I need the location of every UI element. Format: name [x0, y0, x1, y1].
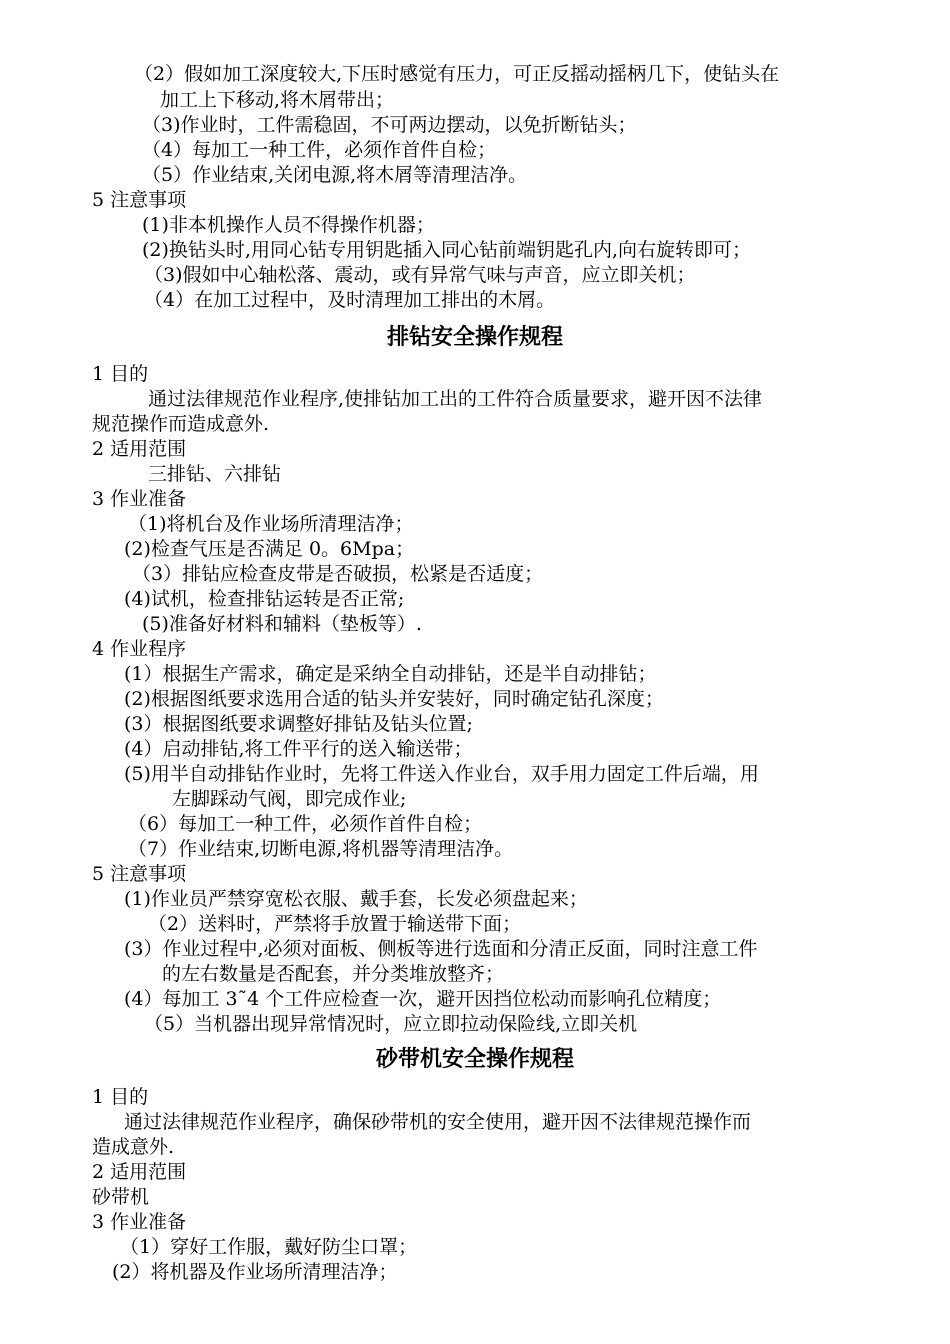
notes-item-4: (4）每加工 3˜4 个工件应检查一次，避开因挡位松动而影响孔位精度； — [124, 988, 722, 1010]
notes-item-1: (1)非本机操作人员不得操作机器； — [142, 214, 435, 236]
scope-text: 三排钻、六排钻 — [148, 463, 282, 485]
procedure-item-5: (5)用半自动排钻作业时，先将工件送入作业台，双手用力固定工件后端，用 — [124, 763, 759, 785]
purpose-text: 通过法律规范作业程序,使排钻加工出的工件符合质量要求，避开因不法律 — [148, 388, 763, 410]
procedure-item-3: (3）根据图纸要求调整好排钻及钻头位置; — [124, 713, 473, 735]
procedure-item-1: (1）根据生产需求，确定是采纳全自动排钻，还是半自动排钻； — [124, 663, 657, 685]
procedure-item-5: （5）作业结束,关闭电源,将木屑等清理洁净。 — [142, 164, 528, 186]
notes-item-2: （2）送料时，严禁将手放置于输送带下面； — [148, 913, 522, 935]
notes-item-5: （5）当机器出现异常情况时，应立即拉动保险线,立即关机 — [144, 1013, 638, 1035]
prep-item-4: (4)试机，检查排钻运转是否正常; — [124, 588, 405, 610]
section-heading-purpose: 1 目的 — [92, 1086, 149, 1108]
section-heading-scope: 2 适用范围 — [92, 438, 187, 460]
procedure-item-5-cont: 左脚踩动气阀，即完成作业; — [172, 788, 407, 810]
procedure-item-4: (4）启动排钻,将工件平行的送入输送带； — [124, 738, 473, 760]
prep-item-2: (2)检查气压是否满足 0。6Mpa； — [124, 538, 415, 560]
section-heading-preparation: 3 作业准备 — [92, 1211, 187, 1233]
notes-item-3: （3)假如中心轴松落、震动，或有异常气味与声音，应立即关机； — [144, 264, 696, 286]
procedure-item-2-cont: 加工上下移动,将木屑带出； — [160, 89, 395, 111]
procedure-item-2: (2)根据图纸要求选用合适的钻头并安装好，同时确定钻孔深度； — [124, 688, 664, 710]
section-heading-preparation: 3 作业准备 — [92, 488, 187, 510]
procedure-item-7: （7）作业结束,切断电源,将机器等清理洁净。 — [128, 838, 514, 860]
procedure-item-3: （3)作业时，工件需稳固，不可两边摆动，以免折断钻头； — [142, 114, 637, 136]
section-heading-procedure: 4 作业程序 — [92, 638, 187, 660]
purpose-text-cont: 规范操作而造成意外. — [92, 413, 270, 435]
notes-item-3-cont: 的左右数量是否配套，并分类堆放整齐； — [162, 963, 505, 985]
procedure-item-2: （2）假如加工深度较大,下压时感觉有压力，可正反摇动摇柄几下，使钻头在 — [134, 63, 780, 85]
notes-item-2: (2)换钻头时,用同心钻专用钥匙插入同心钻前端钥匙孔内,向右旋转即可； — [142, 239, 751, 261]
notes-item-4: （4）在加工过程中，及时清理加工排出的木屑。 — [144, 289, 556, 311]
purpose-text-cont: 造成意外. — [92, 1136, 175, 1158]
section-heading-scope: 2 适用范围 — [92, 1161, 187, 1183]
procedure-item-6: （6）每加工一种工件，必须作首件自检； — [128, 813, 483, 835]
prep-item-5: (5)准备好材料和辅料（垫板等）. — [142, 613, 422, 635]
scope-text: 砂带机 — [92, 1186, 150, 1208]
prep-item-1: （1）穿好工作服，戴好防尘口罩； — [120, 1236, 418, 1258]
section-heading-notes: 5 注意事项 — [92, 189, 187, 211]
notes-item-1: (1)作业员严禁穿宽松衣服、戴手套，长发必须盘起来； — [124, 888, 588, 910]
notes-item-3: (3）作业过程中,必须对面板、侧板等进行选面和分清正反面，同时注意工件 — [124, 938, 758, 960]
sander-section-title: 砂带机安全操作规程 — [375, 1046, 574, 1072]
section-heading-notes: 5 注意事项 — [92, 863, 187, 885]
procedure-item-4: （4）每加工一种工件，必须作首件自检； — [142, 139, 497, 161]
prep-item-3: （3）排钻应检查皮带是否破损，松紧是否适度； — [132, 563, 544, 585]
purpose-text: 通过法律规范作业程序，确保砂带机的安全使用，避开因不法律规范操作而 — [124, 1111, 752, 1133]
prep-item-1: （1)将机台及作业场所清理洁净； — [128, 513, 414, 535]
section-heading-purpose: 1 目的 — [92, 363, 149, 385]
drill-section-title: 排钻安全操作规程 — [386, 324, 563, 350]
prep-item-2: (2）将机器及作业场所清理洁净； — [112, 1261, 398, 1283]
